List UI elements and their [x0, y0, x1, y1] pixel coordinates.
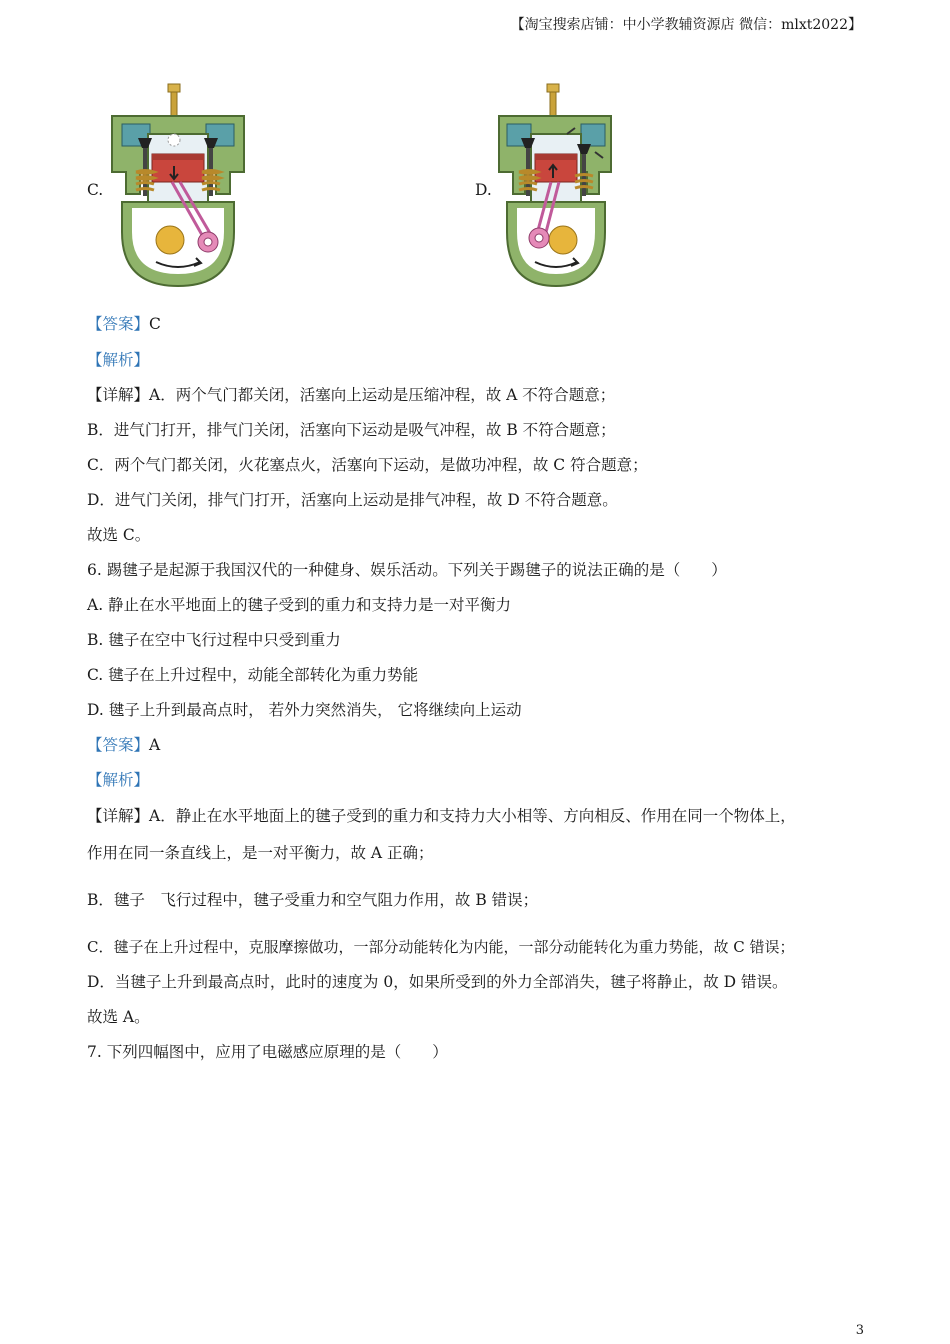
q6-option-d: D. 毽子上升到最高点时， 若外力突然消失， 它将继续向上运动: [87, 701, 522, 719]
q5-conclusion: 故选 C。: [87, 526, 151, 544]
page-header: 【淘宝搜索店铺：中小学教辅资源店 微信：mlxt2022】: [510, 17, 862, 33]
q6-answer: 【答案】A: [87, 736, 161, 754]
q5-detail-line-1: 【详解】A．两个气门都关闭，活塞向上运动是压缩冲程，故 A 不符合题意；: [87, 386, 616, 404]
q6-option-a: A. 静止在水平地面上的毽子受到的重力和支持力是一对平衡力: [87, 596, 512, 614]
q6-stem: 6. 踢毽子是起源于我国汉代的一种健身、娱乐活动。下列关于踢毽子的说法正确的是（ ）: [87, 561, 727, 579]
q7-stem: 7. 下列四幅图中，应用了电磁感应原理的是（ ）: [87, 1043, 448, 1061]
q6-option-b: B. 毽子在空中飞行过程中只受到重力: [87, 631, 341, 649]
q6-detail-line-2: 作用在同一条直线上，是一对平衡力，故 A 正确；: [87, 844, 434, 862]
engine-diagram-power-stroke: [108, 82, 248, 288]
q6-detail-line-1: 【详解】A．静止在水平地面上的毽子受到的重力和支持力大小相等、方向相反、作用在同一个物体上，: [87, 807, 796, 825]
page-number: 3: [855, 1323, 864, 1338]
q6-detail-line-5: D．当毽子上升到最高点时，此时的速度为 0，如果所受到的外力全部消失，毽子将静止，故 D 错误。: [87, 973, 788, 991]
q6-conclusion: 故选 A。: [87, 1008, 150, 1026]
q6-analysis-tag: 【解析】: [87, 771, 150, 789]
q6-detail-line-4: C．毽子在上升过程中，克服摩擦做功，一部分动能转化为内能，一部分动能转化为重力势能，故 C 错误；: [87, 938, 795, 956]
engine-diagram-exhaust-stroke: [497, 82, 615, 288]
q5-detail-line-2: B．进气门打开，排气门关闭，活塞向下运动是吸气冲程，故 B 不符合题意；: [87, 421, 616, 439]
q6-detail-line-3: B．毽子 飞行过程中，毽子受重力和空气阻力作用，故 B 错误；: [87, 891, 539, 909]
q5-detail-line-4: D．进气门关闭，排气门打开，活塞向上运动是排气冲程，故 D 不符合题意。: [87, 491, 618, 509]
option-c-label: C.: [87, 181, 104, 199]
q5-answer: 【答案】C: [87, 315, 161, 333]
q5-analysis-tag: 【解析】: [87, 351, 150, 369]
option-d-label: D.: [475, 181, 492, 199]
q5-detail-line-3: C．两个气门都关闭，火花塞点火，活塞向下运动，是做功冲程，故 C 符合题意；: [87, 456, 648, 474]
q6-option-c: C. 毽子在上升过程中，动能全部转化为重力势能: [87, 666, 419, 684]
